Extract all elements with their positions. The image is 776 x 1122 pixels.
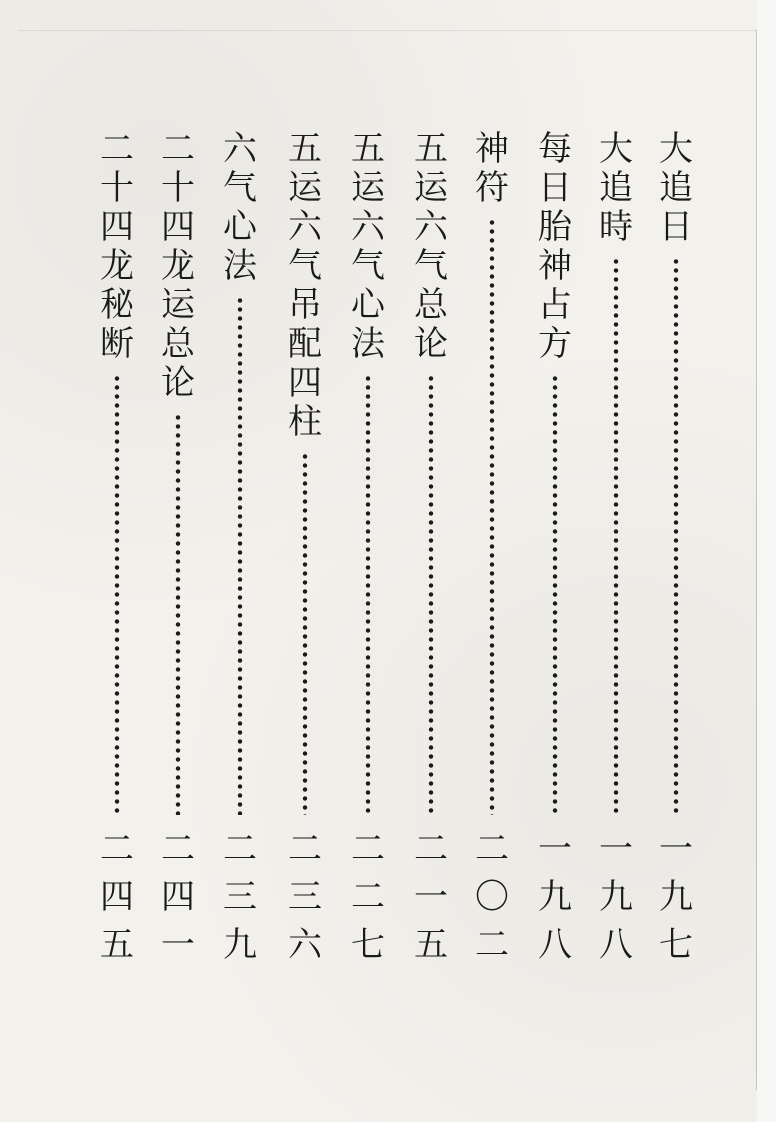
dot-leader bbox=[114, 374, 120, 815]
toc-entry-page-number: 二 四 五 bbox=[100, 829, 134, 965]
dot-leader bbox=[428, 374, 434, 815]
toc-entry-page-number: 二 三 九 bbox=[223, 829, 257, 965]
dot-leader bbox=[613, 257, 619, 815]
toc-entry-page-number: 二 〇 二 bbox=[475, 829, 509, 965]
toc-entry-page-number: 二 四 一 bbox=[161, 829, 195, 965]
dot-leader bbox=[552, 374, 558, 815]
toc-entry-page-number: 二 二 七 bbox=[351, 829, 385, 965]
toc-entry-page-number: 二 三 六 bbox=[288, 829, 322, 965]
toc-entry-title: 神 符 bbox=[475, 129, 509, 208]
toc-entry-page-number: 一 九 八 bbox=[599, 829, 633, 965]
toc-entry-title: 二 十 四 龙 运 总 论 bbox=[161, 129, 195, 403]
toc-entry[interactable] bbox=[656, 130, 696, 990]
toc-entry[interactable] bbox=[220, 130, 260, 990]
toc-entry-title: 五 运 六 气 总 论 bbox=[414, 129, 448, 364]
toc-entry-title: 五 运 六 气 心 法 bbox=[351, 129, 385, 364]
toc-entry-title: 每 日 胎 神 占 方 bbox=[538, 129, 572, 364]
toc-entry-title: 大 追 時 bbox=[599, 129, 633, 247]
dot-leader bbox=[175, 413, 181, 815]
toc-entry-title: 大 追 日 bbox=[659, 129, 693, 247]
dot-leader bbox=[237, 296, 243, 815]
toc-entry[interactable] bbox=[535, 130, 575, 990]
toc-entry-page-number: 一 九 八 bbox=[538, 829, 572, 965]
toc-entry[interactable] bbox=[472, 130, 512, 990]
toc-entry[interactable] bbox=[285, 130, 325, 990]
toc-entry-title: 六 气 心 法 bbox=[223, 129, 257, 286]
dot-leader bbox=[365, 374, 371, 815]
toc-entry[interactable] bbox=[411, 130, 451, 990]
dot-leader bbox=[489, 218, 495, 815]
toc-entry[interactable] bbox=[158, 130, 198, 990]
dot-leader bbox=[673, 257, 679, 815]
dot-leader bbox=[302, 452, 308, 815]
toc-entry[interactable] bbox=[97, 130, 137, 990]
toc-entry-title: 五 运 六 气 吊 配 四 柱 bbox=[288, 129, 322, 442]
toc-entry-page-number: 一 九 七 bbox=[659, 829, 693, 965]
toc-entry[interactable] bbox=[348, 130, 388, 990]
toc-entry-page-number: 二 一 五 bbox=[414, 829, 448, 965]
toc-entry-title: 二 十 四 龙 秘 断 bbox=[100, 129, 134, 364]
toc-entry[interactable] bbox=[596, 130, 636, 990]
